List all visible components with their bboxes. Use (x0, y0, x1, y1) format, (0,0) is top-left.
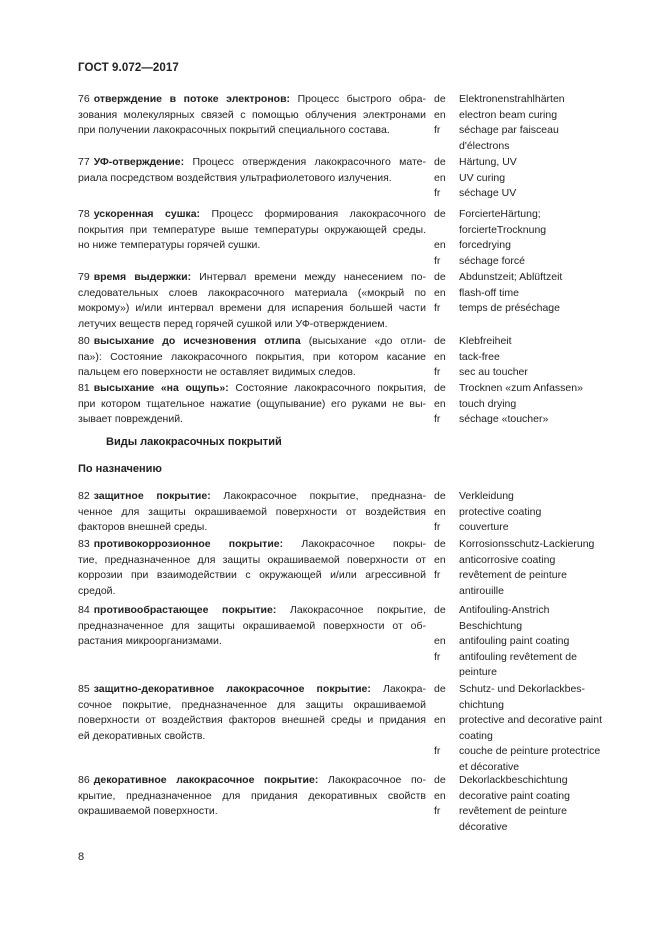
language-code: de (434, 271, 446, 283)
term-definition (78, 155, 426, 186)
definition-text: средой. (78, 584, 116, 597)
definition-text: зования молекулярных связей с помощью облучения электронами (78, 108, 426, 121)
equivalent-term: d'électrons (459, 139, 510, 152)
definition-text: риала посредством воздействия ультрафиолетового излучения. (78, 171, 392, 184)
definition-line (78, 698, 426, 714)
section-subtitle: По назначению (78, 463, 162, 475)
definition-line (78, 682, 426, 698)
language-code: en (434, 714, 446, 726)
term-entry-81 (78, 381, 634, 428)
equivalent-term: forcierteTrocknung (459, 223, 547, 236)
equivalent-term: Korrosionsschutz-Lackierung (459, 538, 595, 550)
definition-text: Лакокрасочное по- (327, 774, 427, 786)
equivalent-term: Klebfreiheit (459, 335, 512, 347)
definition-line (78, 207, 426, 223)
equivalent-term: Abdunstzeit; Ablüftzeit (459, 271, 563, 283)
definition-text: Процесс отверждения лакокрасочного мате- (192, 156, 426, 168)
definition-line (78, 92, 426, 108)
term-name: ускоренная сушка: (93, 208, 201, 220)
language-code: fr (434, 413, 441, 425)
page-number: 8 (78, 851, 85, 863)
term-number: 84 (78, 604, 90, 616)
definition-line (78, 317, 426, 333)
term-definition (78, 334, 426, 381)
definition-text: Состояние лакокрасочного покрытия, (235, 382, 426, 394)
definition-text: крытие, предназначенное для придания декоративных свойств (78, 789, 426, 802)
term-name: противообрастающее покрытие: (93, 604, 277, 616)
definition-line (78, 350, 426, 366)
definition-text: летучих веществ перед горячей сушкой или УФ-отверждением. (78, 317, 388, 330)
definition-text: (высыхание «до отли- (308, 335, 427, 347)
equivalent-term: protective and decorative paint (459, 714, 603, 726)
term-name: декоративное лакокрасочное покрытие: (93, 774, 319, 786)
definition-line (78, 334, 426, 350)
equivalent-term: Beschichtung (459, 619, 523, 632)
definition-text: зывает повреждений. (78, 413, 183, 425)
document-header: ГОСТ 9.072—2017 (78, 62, 179, 74)
section-title: Виды лакокрасочных покрытий (106, 436, 282, 448)
term-number: 81 (78, 382, 90, 394)
equivalent-term: séchage «toucher» (459, 413, 549, 425)
definition-line (78, 155, 426, 171)
definition-text: поверхности от воздействия факторов внешней среды и придания (78, 714, 426, 726)
language-code: en (434, 635, 446, 647)
language-code: en (434, 505, 446, 518)
equivalent-term: anticorrosive coating (459, 553, 556, 566)
definition-text: пальцем его поверхности не оставляет видимых следов. (78, 366, 356, 378)
term-entry-78 (78, 207, 634, 269)
definition-text: но ниже температуры горячей сушки. (78, 239, 261, 251)
term-name: УФ-отверждение: (93, 156, 185, 168)
language-code: fr (434, 366, 441, 378)
definition-text: мокрому») и/или интервал времени для испарения большей части (78, 302, 426, 314)
definition-line (78, 270, 426, 286)
equivalent-term: chichtung (459, 698, 504, 711)
definition-text: Лакокра- (382, 683, 426, 695)
language-code: fr (434, 187, 441, 199)
definition-line (78, 397, 426, 413)
language-code: en (434, 350, 446, 363)
equivalent-term: séchage par faisceau (459, 124, 559, 136)
equivalent-term: Härtung, UV (459, 156, 517, 168)
term-name: отверждение в потоке электронов: (93, 93, 291, 105)
definition-line (78, 301, 426, 317)
definition-text: при котором тщательное нажатие (ощупывание) его руками не вы- (78, 397, 426, 410)
definition-line (78, 520, 426, 536)
term-entry-82 (78, 489, 634, 536)
language-code: en (434, 108, 446, 121)
definition-line (78, 729, 426, 745)
equivalent-term: flash-off time (459, 286, 519, 299)
definition-text: Лакокрасочное покрытие, предназна- (223, 490, 426, 502)
equivalent-term: couverture (459, 521, 509, 533)
term-number: 77 (78, 156, 90, 168)
definition-text: тие, предназначенное для защиты окрашиваемой поверхности от (78, 553, 426, 566)
language-code: en (434, 553, 446, 566)
definition-line (78, 603, 426, 619)
equivalent-term: Antifouling-Anstrich (459, 604, 550, 616)
language-code: fr (434, 521, 441, 533)
definition-text: Процесс быстрого обра- (297, 93, 426, 105)
equivalent-term: forcedrying (459, 239, 511, 251)
term-entry-83 (78, 537, 634, 599)
equivalent-term: et décorative (459, 760, 520, 773)
definition-line (78, 584, 426, 600)
language-code: de (434, 93, 446, 105)
term-number: 83 (78, 538, 90, 550)
definition-text: растания микроорганизмами. (78, 635, 222, 647)
definition-text: при получении лакокрасочных покрытий специального состава. (78, 124, 390, 136)
definition-line (78, 171, 426, 187)
definition-text: Процесс формирования лакокрасочного (211, 208, 426, 220)
definition-text: Лакокрасочное покрытие, (289, 604, 426, 616)
language-code: fr (434, 650, 441, 663)
term-entry-77 (78, 155, 634, 202)
definition-line (78, 619, 426, 635)
term-definition (78, 270, 426, 332)
term-number: 85 (78, 683, 90, 695)
equivalent-term: protective coating (459, 505, 542, 518)
definition-line (78, 108, 426, 124)
term-name: высыхание «на ощупь»: (93, 382, 229, 394)
definition-text: Интервал времени между нанесением по- (199, 271, 427, 283)
term-definition (78, 207, 426, 254)
language-code: fr (434, 254, 441, 267)
equivalent-term: Elektronenstrahlhärten (459, 93, 565, 105)
equivalent-term: séchage UV (459, 187, 517, 199)
language-code: en (434, 171, 446, 184)
term-number: 76 (78, 93, 90, 105)
term-number: 79 (78, 271, 90, 283)
definition-text: ченное для защиты окрашиваемой поверхности от воздействия (78, 505, 426, 518)
definition-line (78, 713, 426, 729)
term-number: 78 (78, 208, 90, 220)
equivalent-term: UV curing (459, 171, 506, 184)
equivalent-term: peinture (459, 666, 497, 678)
language-code: fr (434, 805, 441, 817)
definition-line (78, 553, 426, 569)
definition-line (78, 123, 426, 139)
equivalent-term: ForcierteHärtung; (459, 208, 541, 220)
equivalent-term: tack-free (459, 350, 500, 363)
definition-text: предназначенное для защиты окрашиваемой поверхности от об- (78, 619, 426, 632)
term-entry-86 (78, 773, 634, 835)
definition-line (78, 789, 426, 805)
language-code: de (434, 335, 446, 347)
definition-line (78, 489, 426, 505)
term-name: противокоррозионное покрытие: (93, 538, 284, 550)
definition-line (78, 223, 426, 239)
definition-line (78, 412, 426, 428)
definition-line (78, 773, 426, 789)
term-number: 82 (78, 490, 90, 502)
term-definition (78, 381, 426, 428)
language-code: fr (434, 302, 441, 314)
term-entry-84 (78, 603, 634, 681)
term-entry-85 (78, 682, 634, 775)
term-name: защитно-декоративное лакокрасочное покрытие: (93, 683, 371, 695)
equivalent-term: revêtement de peinture (459, 569, 567, 581)
language-code: de (434, 604, 446, 616)
language-code: de (434, 490, 446, 502)
equivalent-term: Dekorlackbeschichtung (459, 774, 568, 786)
term-name: защитное покрытие: (93, 490, 211, 502)
definition-line (78, 381, 426, 397)
language-code: en (434, 286, 446, 299)
equivalent-term: sec au toucher (459, 366, 528, 378)
term-name: время выдержки: (93, 271, 192, 283)
definition-text: коррозии при взаимодействии с окружающей и/или агрессивной (78, 569, 426, 581)
definition-text: факторов внешней среды. (78, 521, 208, 533)
term-entry-76 (78, 92, 634, 154)
language-code: fr (434, 745, 441, 757)
definition-text: ей декоративных свойств. (78, 729, 206, 742)
term-entry-79 (78, 270, 634, 332)
term-number: 80 (78, 335, 90, 347)
definition-text: па»): Состояние лакокрасочного покрытия, при котором касание (78, 350, 426, 363)
language-code: fr (434, 124, 441, 136)
language-code: de (434, 538, 446, 550)
definition-line (78, 634, 426, 650)
term-definition (78, 682, 426, 744)
language-code: fr (434, 569, 441, 581)
language-code: en (434, 789, 446, 802)
term-number: 86 (78, 774, 90, 786)
equivalent-term: electron beam curing (459, 108, 558, 121)
term-name: высыхание до исчезновения отлипа (93, 335, 301, 347)
equivalent-term: Schutz- und Dekorlackbes- (459, 683, 586, 695)
definition-line (78, 568, 426, 584)
equivalent-term: couche de peinture protectrice (459, 745, 601, 757)
term-definition (78, 537, 426, 599)
language-code: de (434, 382, 446, 394)
equivalent-term: Trocknen «zum Anfassen» (459, 382, 583, 394)
definition-text: следовательных слоев лакокрасочного материала («мокрый по (78, 286, 426, 299)
equivalent-term: revêtement de peinture (459, 805, 567, 817)
definition-text: покрытия при температуре выше температуры окружающей среды. (78, 223, 426, 236)
language-code: de (434, 156, 446, 168)
definition-line (78, 238, 426, 254)
equivalent-term: Verkleidung (459, 490, 514, 502)
equivalent-term: décorative (459, 820, 508, 833)
term-definition (78, 603, 426, 650)
equivalent-term: decorative paint coating (459, 789, 570, 802)
definition-line (78, 804, 426, 820)
equivalent-term: touch drying (459, 397, 517, 410)
language-code: de (434, 683, 446, 695)
definition-line (78, 537, 426, 553)
equivalent-term: antirouille (459, 584, 504, 597)
term-entry-80 (78, 334, 634, 381)
definition-line (78, 365, 426, 381)
equivalent-term: séchage forcé (459, 254, 525, 267)
equivalent-term: antifouling paint coating (459, 635, 570, 647)
language-code: de (434, 208, 446, 220)
definition-text: Лакокрасочное покры- (301, 538, 426, 550)
language-code: en (434, 397, 446, 410)
term-definition (78, 92, 426, 139)
definition-line (78, 286, 426, 302)
equivalent-term: temps de préséchage (459, 302, 560, 314)
equivalent-term: coating (459, 729, 493, 742)
language-code: de (434, 774, 446, 786)
term-definition (78, 773, 426, 820)
definition-text: сочное покрытие, предназначенное для защиты окрашиваемой (78, 698, 426, 711)
definition-text: окрашиваемой поверхности. (78, 805, 218, 817)
term-definition (78, 489, 426, 536)
definition-line (78, 505, 426, 521)
language-code: en (434, 239, 446, 251)
equivalent-term: antifouling revêtement de (459, 650, 577, 663)
